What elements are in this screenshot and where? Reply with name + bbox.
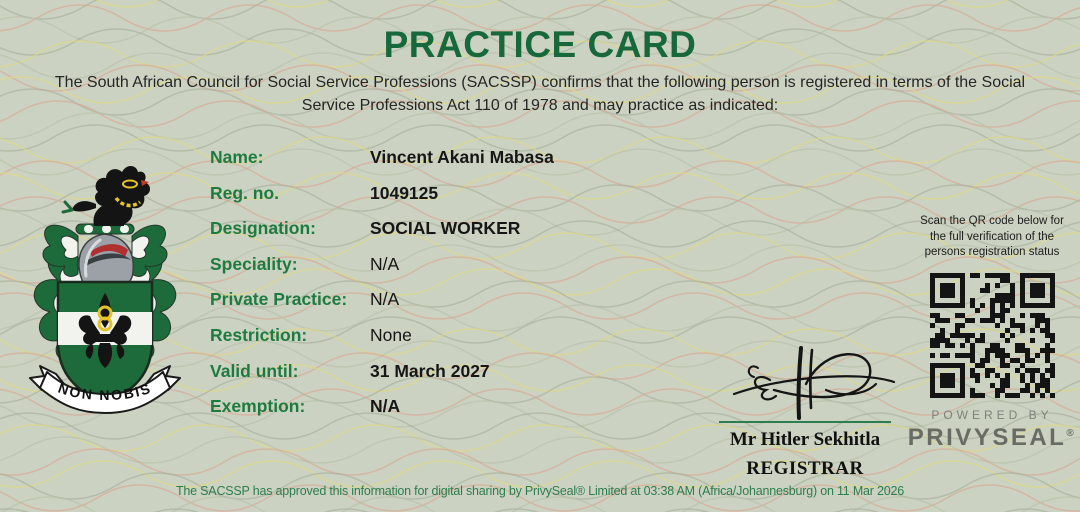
field-row: [210, 282, 670, 318]
field-value: Vincent Akani Mabasa: [370, 147, 554, 167]
field-label: Exemption:: [210, 396, 306, 417]
field-value: N/A: [370, 253, 400, 274]
qr-instruction-line-2: the full verification of the: [929, 230, 1054, 243]
sacssp-coat-of-arms: [20, 140, 190, 430]
registered-mark: ®: [1066, 427, 1077, 439]
registrar-name: Mr Hitler Sekhitla: [729, 429, 881, 450]
field-label: Designation:: [210, 218, 316, 239]
signature-underline: [719, 421, 891, 423]
field-value: N/A: [370, 289, 400, 310]
field-value: 1049125: [370, 182, 439, 203]
field-row: [210, 211, 670, 247]
motto-text: NON NOBIS: [56, 379, 154, 404]
registrar-signature: [708, 342, 903, 420]
field-value: N/A: [370, 396, 401, 417]
field-value: SOCIAL WORKER: [370, 218, 521, 239]
qr-instruction-line-1: Scan the QR code below for: [920, 215, 1064, 227]
field-row: [210, 354, 670, 390]
subtitle-line-2: Service Professions Act 110 of 1978 and may practice as indicated:: [301, 96, 779, 114]
field-label: Speciality:: [210, 253, 298, 274]
field-value: None: [370, 324, 412, 345]
field-label: Private Practice:: [210, 289, 348, 310]
signature-block: [705, 342, 905, 480]
field-value: 31 March 2027: [370, 360, 490, 381]
approval-footer: The SACSSP has approved this information for digital sharing by PrivySeal® Limited at 03:38 AM (Africa/Johannesburg) on 11 Mar 2026: [175, 484, 905, 498]
qr-instruction: [903, 214, 1080, 261]
lion-crest-icon: [63, 166, 150, 226]
field-row: [210, 247, 670, 283]
qr-code: [929, 272, 1056, 399]
card-subtitle: [0, 72, 1080, 117]
subtitle-line-1: The South African Council for Social Service Professions (SACSSP) confirms that the following person is registered in terms of the Social: [54, 74, 1026, 91]
qr-instruction-line-3: persons registration status: [924, 246, 1060, 259]
qr-verification-block: [903, 214, 1080, 452]
privyseal-logo: PRIVYSEAL®: [907, 423, 1077, 451]
field-row: [210, 318, 670, 354]
registrar-role: REGISTRAR: [746, 458, 864, 479]
registration-fields: [210, 140, 670, 425]
field-row: [210, 140, 670, 176]
field-label: Name:: [210, 147, 264, 167]
field-row: [210, 176, 670, 212]
field-label: Restriction:: [210, 324, 308, 345]
powered-by-label: POWERED BY: [931, 407, 1053, 422]
field-label: Valid until:: [210, 360, 299, 381]
page-title: PRACTICE CARD: [383, 24, 697, 65]
knight-helmet-icon: [79, 234, 133, 287]
field-row: [210, 389, 670, 425]
field-label: Reg. no.: [210, 182, 280, 203]
